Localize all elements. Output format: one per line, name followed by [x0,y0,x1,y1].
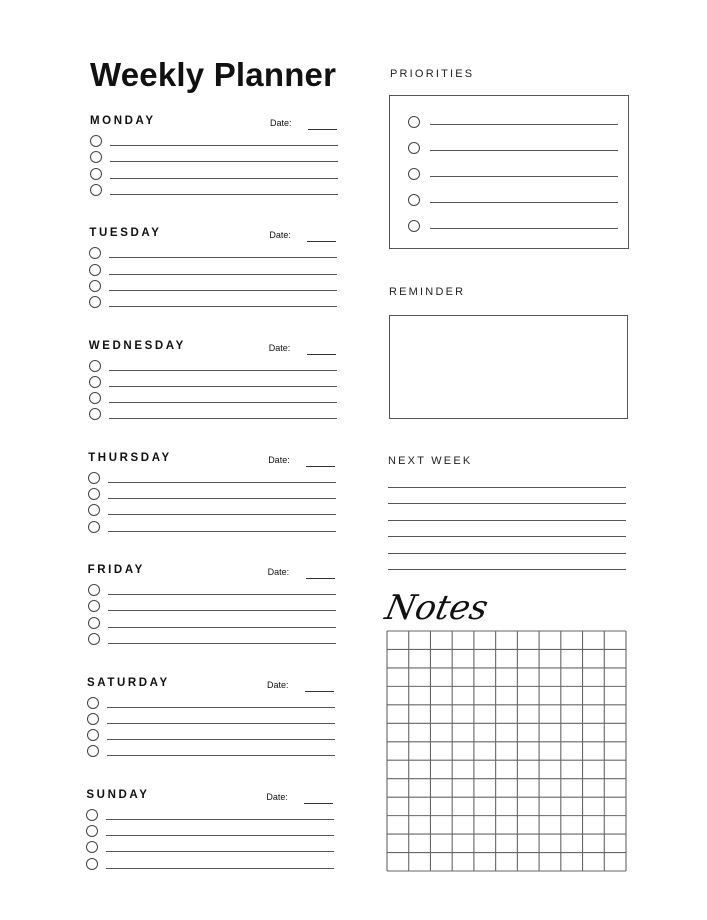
task-row [86,472,336,486]
task-row [84,809,334,823]
priorities-box [389,95,629,249]
checkbox-circle-icon[interactable] [88,633,100,645]
task-line[interactable] [108,482,336,483]
checkbox-circle-icon[interactable] [86,858,98,870]
task-line[interactable] [108,594,336,595]
checkbox-circle-icon[interactable] [90,151,102,163]
task-line[interactable] [106,868,334,869]
checkbox-circle-icon[interactable] [87,697,99,709]
checkbox-circle-icon[interactable] [90,184,102,196]
task-line[interactable] [109,402,337,403]
task-row [88,151,338,165]
task-line[interactable] [110,161,338,162]
day-name: SUNDAY [86,788,150,801]
task-line[interactable] [108,514,336,515]
checkbox-circle-icon[interactable] [88,504,100,516]
notes-grid[interactable] [386,630,627,872]
task-line[interactable] [109,370,337,371]
checkbox-circle-icon[interactable] [408,142,420,154]
checkbox-circle-icon[interactable] [87,745,99,757]
task-row [85,697,335,711]
priority-line[interactable] [430,150,618,151]
task-row [88,135,338,149]
checkbox-circle-icon[interactable] [86,809,98,821]
task-row [87,408,337,422]
checkbox-circle-icon[interactable] [89,280,101,292]
date-field[interactable] [308,129,337,130]
reminder-label: REMINDER [389,286,466,298]
checkbox-circle-icon[interactable] [408,168,420,180]
priority-row [406,168,618,182]
date-label: Date: [267,679,289,690]
task-line[interactable] [109,386,337,387]
task-line[interactable] [107,707,335,708]
checkbox-circle-icon[interactable] [87,729,99,741]
day-section-sunday [84,788,336,895]
priority-row [406,194,618,208]
day-name: MONDAY [90,115,156,127]
priority-row [406,116,618,130]
task-line[interactable] [107,755,335,756]
checkbox-circle-icon[interactable] [87,713,99,725]
task-row [86,633,336,647]
day-section-wednesday [87,339,339,446]
task-line[interactable] [106,851,334,852]
date-field[interactable] [305,691,334,692]
checkbox-circle-icon[interactable] [88,488,100,500]
day-name: WEDNESDAY [88,339,186,352]
date-label: Date: [266,791,288,802]
checkbox-circle-icon[interactable] [89,247,101,259]
task-row [87,247,337,261]
checkbox-circle-icon[interactable] [89,376,101,388]
date-field[interactable] [307,354,336,355]
task-row [84,841,334,855]
task-line[interactable] [110,178,338,179]
next-week-label: NEXT WEEK [388,455,473,467]
checkbox-circle-icon[interactable] [89,264,101,276]
page-title: Weekly Planner [90,56,337,93]
task-row [84,858,334,872]
checkbox-circle-icon[interactable] [86,825,98,837]
task-line[interactable] [108,643,336,644]
date-field[interactable] [304,803,333,804]
checkbox-circle-icon[interactable] [86,841,98,853]
task-line[interactable] [107,723,335,724]
date-field[interactable] [306,578,335,579]
task-row [87,280,337,294]
date-field[interactable] [307,241,336,242]
day-name: THURSDAY [88,451,172,464]
checkbox-circle-icon[interactable] [88,521,100,533]
date-label: Date: [268,342,291,353]
task-row [84,825,334,839]
task-line[interactable] [109,257,337,258]
checkbox-circle-icon[interactable] [90,135,102,147]
task-row [87,392,337,406]
notes-heading: Notes [381,588,492,628]
day-name: FRIDAY [87,564,145,577]
day-section-friday [86,564,338,670]
task-row [86,488,336,502]
date-label: Date: [269,230,291,241]
priority-line[interactable] [430,124,618,125]
task-row [87,264,337,278]
reminder-box[interactable] [389,315,628,419]
date-field[interactable] [306,466,335,467]
priority-line[interactable] [430,176,618,177]
task-row [86,584,336,598]
day-name: TUESDAY [89,227,162,240]
task-row [87,376,337,390]
checkbox-circle-icon[interactable] [89,408,101,420]
task-line[interactable] [106,819,334,820]
day-section-saturday [85,676,337,783]
checkbox-circle-icon[interactable] [90,168,102,180]
priority-row [406,220,618,234]
priorities-label: PRIORITIES [390,68,475,80]
day-section-monday [88,115,340,221]
checkbox-circle-icon[interactable] [88,617,100,629]
checkbox-circle-icon[interactable] [88,472,100,484]
task-line[interactable] [110,194,338,195]
task-line[interactable] [108,498,336,499]
task-line[interactable] [108,531,336,532]
task-line[interactable] [109,274,337,275]
task-row [86,617,336,631]
day-name: SATURDAY [87,676,170,689]
task-row [88,184,338,198]
date-label: Date: [267,567,290,578]
task-row [86,600,336,614]
checkbox-circle-icon[interactable] [88,584,100,596]
next-week-line[interactable] [388,520,626,521]
day-section-tuesday [87,227,339,333]
next-week-line[interactable] [388,569,626,570]
task-row [87,296,337,310]
task-row [85,713,335,727]
task-row [87,360,337,374]
task-row [85,745,335,759]
task-line[interactable] [109,290,337,291]
task-line[interactable] [108,610,336,611]
task-line[interactable] [108,627,336,628]
next-week-line[interactable] [388,487,626,488]
task-line[interactable] [106,835,334,836]
checkbox-circle-icon[interactable] [89,296,101,308]
task-row [86,504,336,518]
task-row [85,729,335,743]
task-line[interactable] [110,145,338,146]
task-row [88,168,338,182]
next-week-line[interactable] [388,553,626,554]
priority-line[interactable] [430,228,618,229]
task-line[interactable] [109,306,337,307]
checkbox-circle-icon[interactable] [408,220,420,232]
checkbox-circle-icon[interactable] [89,392,101,404]
task-line[interactable] [107,739,335,740]
checkbox-circle-icon[interactable] [88,600,100,612]
date-label: Date: [270,118,292,128]
day-section-thursday [86,451,338,558]
task-row [86,521,336,535]
checkbox-circle-icon[interactable] [408,194,420,206]
date-label: Date: [268,454,290,465]
next-week-line[interactable] [388,503,626,504]
task-line[interactable] [109,418,337,419]
next-week-line[interactable] [388,536,626,537]
priority-row [406,142,618,156]
checkbox-circle-icon[interactable] [408,116,420,128]
checkbox-circle-icon[interactable] [89,360,101,372]
priority-line[interactable] [430,202,618,203]
